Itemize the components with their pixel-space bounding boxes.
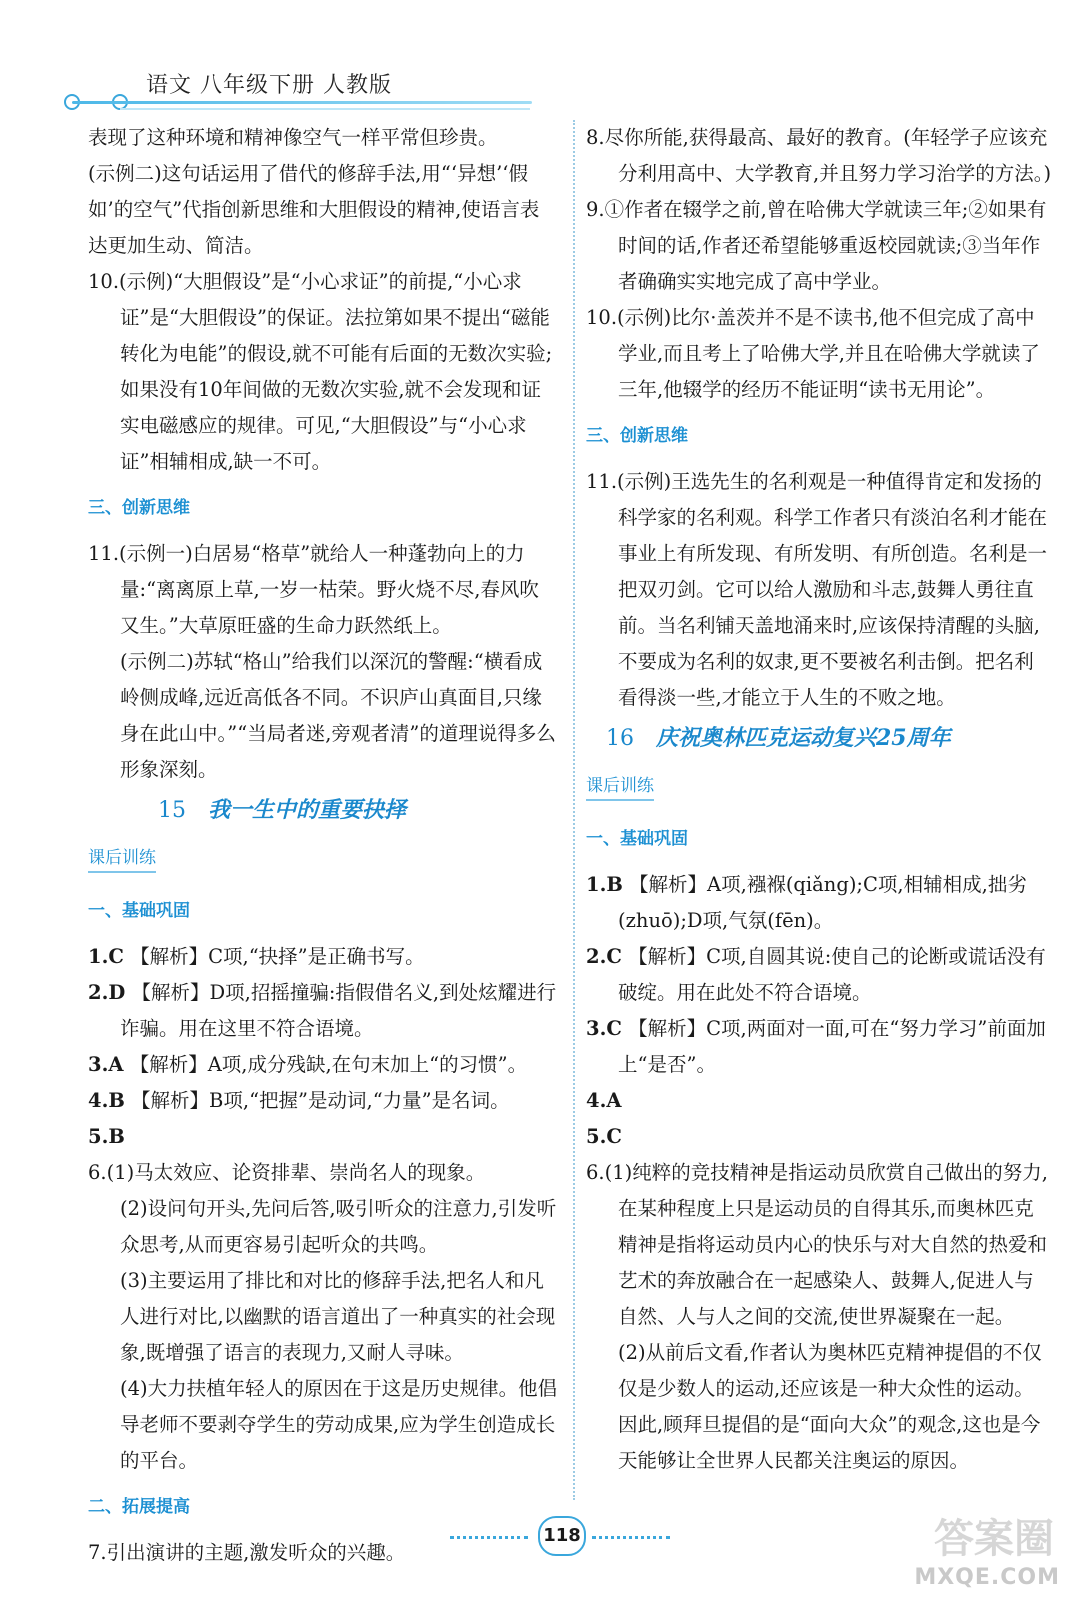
page-header <box>60 60 530 120</box>
header-rule <box>72 101 532 104</box>
answer-4 <box>586 1083 1052 1119</box>
answer-key: 2.C <box>586 945 622 968</box>
answer-6-2: (2)从前后文看,作者认为奥林匹克精神提倡的不仅仅是少数人的运动,还应该是一种大众性的运动。因此,顾拜旦提倡的是“面向大众”的观念,这也是今天能够让全世界人民都关注奥运的原因。 <box>618 1341 1042 1472</box>
lesson-name: 我一生中的重要抉择 <box>208 797 407 823</box>
watermark-glyphs: 答案圈 <box>934 1516 1054 1562</box>
answer-text: (示例二)这句话运用了借代的修辞手法,用“‘异想’‘假如’的空气”代指创新思维和大胆假设的精神,使语言表达更加生动、简洁。 <box>88 162 540 257</box>
answer-11-example1: 11.(示例一)白居易“格草”就给人一种蓬勃向上的力量:“离离原上草,一岁一枯荣。野火烧不尽,春风吹又生。”大草原旺盛的生命力跃然纸上。 <box>88 542 539 637</box>
answer-key: 4.B <box>88 1089 125 1112</box>
answer-10: 10.(示例)“大胆假设”是“小心求证”的前提,“小心求证”是“大胆假设”的保证。法拉第如果不提出“磁能转化为电能”的假设,就不可能有后面的无数次实验;如果没有10年间做的无数次实验,就不会发现和证实电磁感应的规律。可见,“大胆假设”与“小心求证”相辅相成,缺一不可。 <box>88 270 553 473</box>
section-heading-innovation: 三、创新思维 <box>586 426 688 446</box>
answer-explanation: 【解析】B项,“把握”是动词,“力量”是名词。 <box>131 1089 510 1112</box>
after-class-training-label: 课后训练 <box>586 773 654 801</box>
answer-1 <box>586 867 1052 939</box>
answer-11: 11.(示例)王选先生的名利观是一种值得肯定和发扬的科学家的名利观。科学工作者只有淡泊名利才能在事业上有所发现、有所发明、有所创造。名利是一把双刃剑。它可以给人激励和斗志,鼓舞人勇往直前。当名利铺天盖地涌来时,应该保持清醒的头脑,不要成为名利的奴隶,更不要被名利击倒。把名利看得淡一些,才能立于人生的不败之地。 <box>586 470 1048 709</box>
section-heading-innovation: 三、创新思维 <box>88 498 190 518</box>
right-column <box>586 120 1052 1479</box>
answer-key: 5.B <box>88 1125 125 1148</box>
page-footer <box>450 1516 670 1556</box>
answer-6-4: (4)大力扶植年轻人的原因在于这是历史规律。他倡导老师不要剥夺学生的劳动成果,应为学生创造成长的平台。 <box>120 1377 558 1472</box>
answer-text: 表现了这种环境和精神像空气一样平常但珍贵。 <box>88 126 498 149</box>
answer-key: 4.A <box>586 1089 622 1112</box>
answer-4 <box>88 1083 558 1119</box>
lesson-number: 16 <box>606 726 634 751</box>
answer-6-1: 6.(1)马太效应、论资排辈、崇尚名人的现象。 <box>88 1161 486 1184</box>
section-heading-extension: 二、拓展提高 <box>88 1497 190 1517</box>
header-title: 语文 八年级下册 人教版 <box>146 73 392 98</box>
answer-6-2: (2)设问句开头,先问后答,吸引听众的注意力,引发听众思考,从而更容易引起听众的共鸣。 <box>120 1197 557 1256</box>
answer-5 <box>88 1119 558 1155</box>
footer-dots-decoration <box>592 1536 670 1539</box>
watermark-url: MXQE.COM <box>914 1565 1060 1590</box>
after-class-training-label: 课后训练 <box>88 845 156 873</box>
column-divider <box>573 120 575 1500</box>
answer-6-1: 6.(1)纯粹的竞技精神是指运动员欣赏自己做出的努力,在某种程度上只是运动员的自得其乐,而奥林匹克精神是指将运动员内心的快乐与对大自然的热爱和艺术的奔放融合在一起感染人、鼓舞人,促进人与自然、人与人之间的交流,使世界凝聚在一起。 <box>586 1161 1048 1328</box>
watermark-logo <box>890 1510 1060 1590</box>
answer-5 <box>586 1119 1052 1155</box>
lesson-title-16 <box>586 720 1052 757</box>
left-column <box>88 120 558 1571</box>
lesson-name: 庆祝奥林匹克运动复兴25周年 <box>656 725 951 751</box>
answer-1 <box>88 939 558 975</box>
answer-key: 3.A <box>88 1053 124 1076</box>
answer-9: 9.①作者在辍学之前,曾在哈佛大学就读三年;②如果有时间的话,作者还希望能够重返校园就读;③当年作者确确实实地完成了高中学业。 <box>586 198 1047 293</box>
header-rule-thin <box>120 108 530 110</box>
section-heading-basics: 一、基础巩固 <box>88 901 190 921</box>
lesson-title-15 <box>88 792 558 829</box>
section-heading-basics: 一、基础巩固 <box>586 829 688 849</box>
answer-explanation: 【解析】D项,招摇撞骗:指假借名义,到处炫耀进行诈骗。用在这里不符合语境。 <box>120 981 557 1040</box>
answer-key: 1.B <box>586 873 623 896</box>
answer-explanation: 【解析】C项,“抉择”是正确书写。 <box>130 945 425 968</box>
answer-3 <box>88 1047 558 1083</box>
answer-6-3: (3)主要运用了排比和对比的修辞手法,把名人和凡人进行对比,以幽默的语言道出了一种真实的社会现象,既增强了语言的表现力,又耐人寻味。 <box>120 1269 556 1364</box>
answer-key: 1.C <box>88 945 124 968</box>
answer-3 <box>586 1011 1052 1083</box>
answer-7: 7.引出演讲的主题,激发听众的兴趣。 <box>88 1541 406 1564</box>
footer-dots-decoration <box>450 1536 528 1539</box>
answer-key: 3.C <box>586 1017 622 1040</box>
answer-key: 2.D <box>88 981 126 1004</box>
answer-10: 10.(示例)比尔·盖茨并不是不读书,他不但完成了高中学业,而且考上了哈佛大学,并且在哈佛大学就读了三年,他辍学的经历不能证明“读书无用论”。 <box>586 306 1040 401</box>
answer-key: 5.C <box>586 1125 622 1148</box>
answer-explanation: 【解析】C项,自圆其说:使自己的论断或谎话没有破绽。用在此处不符合语境。 <box>618 945 1046 1004</box>
answer-2 <box>586 939 1052 1011</box>
lesson-number: 15 <box>158 798 186 823</box>
answer-8: 8.尽你所能,获得最高、最好的教育。(年轻学子应该充分利用高中、大学教育,并且努力学习治学的方法。) <box>586 126 1052 185</box>
answer-explanation: 【解析】C项,两面对一面,可在“努力学习”前面加上“是否”。 <box>618 1017 1046 1076</box>
answer-explanation: 【解析】A项,成分残缺,在句末加上“的习惯”。 <box>129 1053 528 1076</box>
answer-explanation: 【解析】A项,襁褓(qiǎng);C项,相辅相成,拙劣(zhuō);D项,气氛(fēn)。 <box>618 873 1027 932</box>
answer-2 <box>88 975 558 1047</box>
page-number: 118 <box>538 1516 586 1556</box>
answer-11-example2: (示例二)苏轼“格山”给我们以深沉的警醒:“横看成岭侧成峰,远近高低各不同。不识庐山真面目,只缘身在此山中。”“当局者迷,旁观者清”的道理说得多么形象深刻。 <box>120 650 556 781</box>
